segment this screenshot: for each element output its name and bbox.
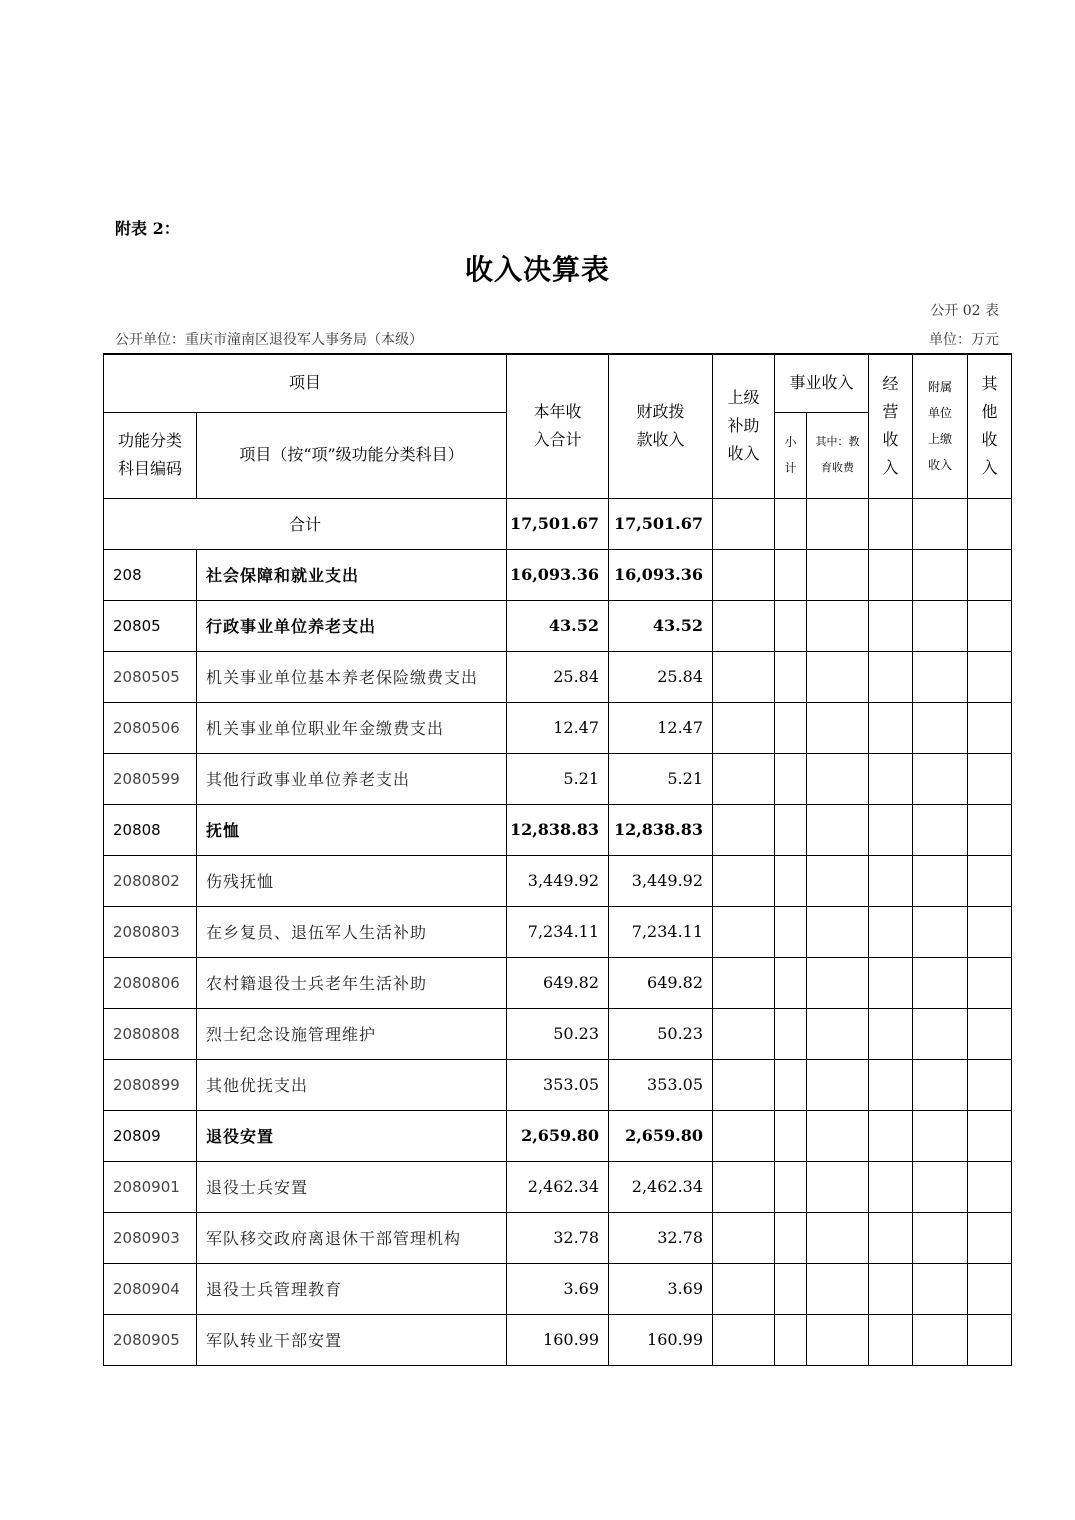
row-name: 退役安置: [197, 1110, 507, 1161]
empty-cell: [713, 906, 775, 957]
row-fiscal: 2,462.34: [609, 1161, 713, 1212]
empty-cell: [713, 1059, 775, 1110]
empty-cell: [713, 1314, 775, 1365]
table-row: [104, 1008, 1012, 1059]
empty-cell: [713, 549, 775, 600]
header-operating-income: 经营收入: [869, 354, 913, 498]
empty-cell: [869, 753, 913, 804]
empty-cell: [775, 549, 807, 600]
table-row: [104, 804, 1012, 855]
row-code: 2080808: [104, 1008, 197, 1059]
total-row: [104, 498, 1012, 549]
empty-cell: [713, 498, 775, 549]
header-project: 项目: [104, 354, 507, 412]
empty-cell: [775, 600, 807, 651]
empty-cell: [807, 855, 869, 906]
empty-cell: [968, 1263, 1012, 1314]
empty-cell: [968, 1314, 1012, 1365]
row-fiscal: 32.78: [609, 1212, 713, 1263]
row-code: 2080901: [104, 1161, 197, 1212]
empty-cell: [775, 753, 807, 804]
header-business-income: 事业收入: [775, 354, 869, 412]
header-func-code: 功能分类科目编码: [104, 412, 197, 498]
empty-cell: [775, 1161, 807, 1212]
empty-cell: [775, 1059, 807, 1110]
empty-cell: [713, 600, 775, 651]
row-code: 20805: [104, 600, 197, 651]
empty-cell: [807, 1008, 869, 1059]
empty-cell: [869, 1110, 913, 1161]
empty-cell: [807, 651, 869, 702]
empty-cell: [807, 1314, 869, 1365]
empty-cell: [713, 753, 775, 804]
empty-cell: [807, 957, 869, 1008]
header-total-income: 本年收入合计: [507, 354, 609, 498]
row-total-income: 3.69: [507, 1263, 609, 1314]
empty-cell: [913, 753, 968, 804]
empty-cell: [775, 1008, 807, 1059]
empty-cell: [775, 702, 807, 753]
empty-cell: [713, 855, 775, 906]
empty-cell: [869, 1263, 913, 1314]
header-upper-subsidy: 上级补助收入: [713, 354, 775, 498]
header-item-name: 项目（按“项”级功能分类科目）: [197, 412, 507, 498]
total-label: 合计: [104, 498, 507, 549]
row-fiscal: 353.05: [609, 1059, 713, 1110]
empty-cell: [775, 804, 807, 855]
empty-cell: [869, 1008, 913, 1059]
empty-cell: [869, 957, 913, 1008]
empty-cell: [913, 1314, 968, 1365]
table-row: [104, 1263, 1012, 1314]
row-code: 2080505: [104, 651, 197, 702]
row-name: 在乡复员、退伍军人生活补助: [197, 906, 507, 957]
row-code: 2080802: [104, 855, 197, 906]
table-body: [104, 498, 1012, 1365]
row-total-income: 12,838.83: [507, 804, 609, 855]
row-code: 20808: [104, 804, 197, 855]
row-fiscal: 25.84: [609, 651, 713, 702]
empty-cell: [807, 906, 869, 957]
row-fiscal: 12.47: [609, 702, 713, 753]
empty-cell: [968, 855, 1012, 906]
table-row: [104, 600, 1012, 651]
empty-cell: [968, 957, 1012, 1008]
empty-cell: [807, 1263, 869, 1314]
empty-cell: [968, 651, 1012, 702]
row-code: 2080803: [104, 906, 197, 957]
empty-cell: [775, 1110, 807, 1161]
empty-cell: [807, 1059, 869, 1110]
empty-cell: [968, 1059, 1012, 1110]
attachment-label: 附表 2：: [115, 219, 180, 238]
empty-cell: [869, 1314, 913, 1365]
empty-cell: [913, 702, 968, 753]
table-row: [104, 906, 1012, 957]
empty-cell: [968, 804, 1012, 855]
table-code: 公开 02 表: [930, 303, 999, 319]
empty-cell: [807, 549, 869, 600]
empty-cell: [913, 600, 968, 651]
row-total-income: 32.78: [507, 1212, 609, 1263]
empty-cell: [869, 651, 913, 702]
empty-cell: [869, 498, 913, 549]
row-code: 2080905: [104, 1314, 197, 1365]
empty-cell: [775, 957, 807, 1008]
row-name: 行政事业单位养老支出: [197, 600, 507, 651]
empty-cell: [869, 906, 913, 957]
total-fiscal-value: 17,501.67: [609, 498, 713, 549]
unit-line: [115, 329, 999, 349]
row-code: 2080599: [104, 753, 197, 804]
empty-cell: [968, 1161, 1012, 1212]
empty-cell: [869, 1212, 913, 1263]
row-name: 退役士兵安置: [197, 1161, 507, 1212]
empty-cell: [807, 1212, 869, 1263]
row-total-income: 353.05: [507, 1059, 609, 1110]
row-fiscal: 160.99: [609, 1314, 713, 1365]
row-total-income: 2,659.80: [507, 1110, 609, 1161]
empty-cell: [713, 804, 775, 855]
row-code: 20809: [104, 1110, 197, 1161]
empty-cell: [775, 1314, 807, 1365]
row-code: 2080806: [104, 957, 197, 1008]
table-row: [104, 702, 1012, 753]
row-name: 农村籍退役士兵老年生活补助: [197, 957, 507, 1008]
reporting-unit: 公开单位：重庆市潼南区退役军人事务局（本级）: [115, 332, 423, 348]
empty-cell: [713, 702, 775, 753]
row-fiscal: 649.82: [609, 957, 713, 1008]
empty-cell: [807, 804, 869, 855]
row-name: 社会保障和就业支出: [197, 549, 507, 600]
row-code: 208: [104, 549, 197, 600]
header-other-income: 其他收入: [968, 354, 1012, 498]
empty-cell: [775, 855, 807, 906]
empty-cell: [807, 753, 869, 804]
empty-cell: [968, 498, 1012, 549]
row-total-income: 25.84: [507, 651, 609, 702]
row-name: 机关事业单位职业年金缴费支出: [197, 702, 507, 753]
empty-cell: [913, 855, 968, 906]
empty-cell: [807, 498, 869, 549]
empty-cell: [775, 906, 807, 957]
empty-cell: [713, 957, 775, 1008]
empty-cell: [913, 1059, 968, 1110]
empty-cell: [775, 498, 807, 549]
header-education-fee: 其中：教育收费: [807, 412, 869, 498]
empty-cell: [913, 1263, 968, 1314]
header-fiscal: 财政拨款收入: [609, 354, 713, 498]
row-fiscal: 12,838.83: [609, 804, 713, 855]
row-code: 2080903: [104, 1212, 197, 1263]
empty-cell: [713, 1263, 775, 1314]
row-total-income: 12.47: [507, 702, 609, 753]
table-row: [104, 651, 1012, 702]
row-total-income: 16,093.36: [507, 549, 609, 600]
table-row: [104, 1161, 1012, 1212]
row-code: 2080506: [104, 702, 197, 753]
empty-cell: [713, 1008, 775, 1059]
empty-cell: [913, 1008, 968, 1059]
row-total-income: 160.99: [507, 1314, 609, 1365]
table-header: [104, 354, 1012, 498]
row-fiscal: 2,659.80: [609, 1110, 713, 1161]
row-name: 伤残抚恤: [197, 855, 507, 906]
row-name: 其他行政事业单位养老支出: [197, 753, 507, 804]
empty-cell: [807, 1110, 869, 1161]
empty-cell: [913, 1212, 968, 1263]
table-row: [104, 957, 1012, 1008]
empty-cell: [775, 651, 807, 702]
empty-cell: [913, 651, 968, 702]
row-name: 抚恤: [197, 804, 507, 855]
table-row: [104, 1059, 1012, 1110]
empty-cell: [713, 1212, 775, 1263]
empty-cell: [968, 1212, 1012, 1263]
empty-cell: [913, 498, 968, 549]
table-row: [104, 855, 1012, 906]
empty-cell: [869, 600, 913, 651]
unit-of-measure: 单位：万元: [929, 332, 999, 348]
empty-cell: [968, 600, 1012, 651]
row-total-income: 7,234.11: [507, 906, 609, 957]
table-row: [104, 1314, 1012, 1365]
row-total-income: 5.21: [507, 753, 609, 804]
empty-cell: [968, 1008, 1012, 1059]
row-name: 退役士兵管理教育: [197, 1263, 507, 1314]
empty-cell: [869, 549, 913, 600]
row-code: 2080904: [104, 1263, 197, 1314]
empty-cell: [869, 855, 913, 906]
empty-cell: [775, 1212, 807, 1263]
empty-cell: [913, 549, 968, 600]
row-fiscal: 43.52: [609, 600, 713, 651]
empty-cell: [713, 651, 775, 702]
empty-cell: [869, 1059, 913, 1110]
empty-cell: [968, 906, 1012, 957]
page-title: 收入决算表: [464, 253, 610, 286]
empty-cell: [869, 702, 913, 753]
row-name: 军队移交政府离退休干部管理机构: [197, 1212, 507, 1263]
header-affiliated: 附属单位上缴收入: [913, 354, 968, 498]
row-total-income: 43.52: [507, 600, 609, 651]
table-row: [104, 549, 1012, 600]
row-fiscal: 7,234.11: [609, 906, 713, 957]
income-table: [103, 353, 1012, 1366]
row-total-income: 50.23: [507, 1008, 609, 1059]
table-row: [104, 1110, 1012, 1161]
table-row: [104, 1212, 1012, 1263]
empty-cell: [968, 549, 1012, 600]
row-fiscal: 50.23: [609, 1008, 713, 1059]
row-fiscal: 3,449.92: [609, 855, 713, 906]
empty-cell: [968, 702, 1012, 753]
empty-cell: [713, 1161, 775, 1212]
empty-cell: [807, 1161, 869, 1212]
empty-cell: [968, 753, 1012, 804]
row-total-income: 649.82: [507, 957, 609, 1008]
row-name: 其他优抚支出: [197, 1059, 507, 1110]
row-name: 军队转业干部安置: [197, 1314, 507, 1365]
empty-cell: [913, 906, 968, 957]
empty-cell: [913, 957, 968, 1008]
empty-cell: [968, 1110, 1012, 1161]
empty-cell: [913, 1110, 968, 1161]
empty-cell: [807, 600, 869, 651]
row-fiscal: 16,093.36: [609, 549, 713, 600]
empty-cell: [869, 804, 913, 855]
row-total-income: 2,462.34: [507, 1161, 609, 1212]
row-name: 烈士纪念设施管理维护: [197, 1008, 507, 1059]
row-name: 机关事业单位基本养老保险缴费支出: [197, 651, 507, 702]
row-total-income: 3,449.92: [507, 855, 609, 906]
table-row: [104, 753, 1012, 804]
row-code: 2080899: [104, 1059, 197, 1110]
row-fiscal: 5.21: [609, 753, 713, 804]
empty-cell: [913, 1161, 968, 1212]
header-subtotal: 小计: [775, 412, 807, 498]
total-income-value: 17,501.67: [507, 498, 609, 549]
empty-cell: [807, 702, 869, 753]
empty-cell: [869, 1161, 913, 1212]
empty-cell: [713, 1110, 775, 1161]
empty-cell: [775, 1263, 807, 1314]
row-fiscal: 3.69: [609, 1263, 713, 1314]
empty-cell: [913, 804, 968, 855]
